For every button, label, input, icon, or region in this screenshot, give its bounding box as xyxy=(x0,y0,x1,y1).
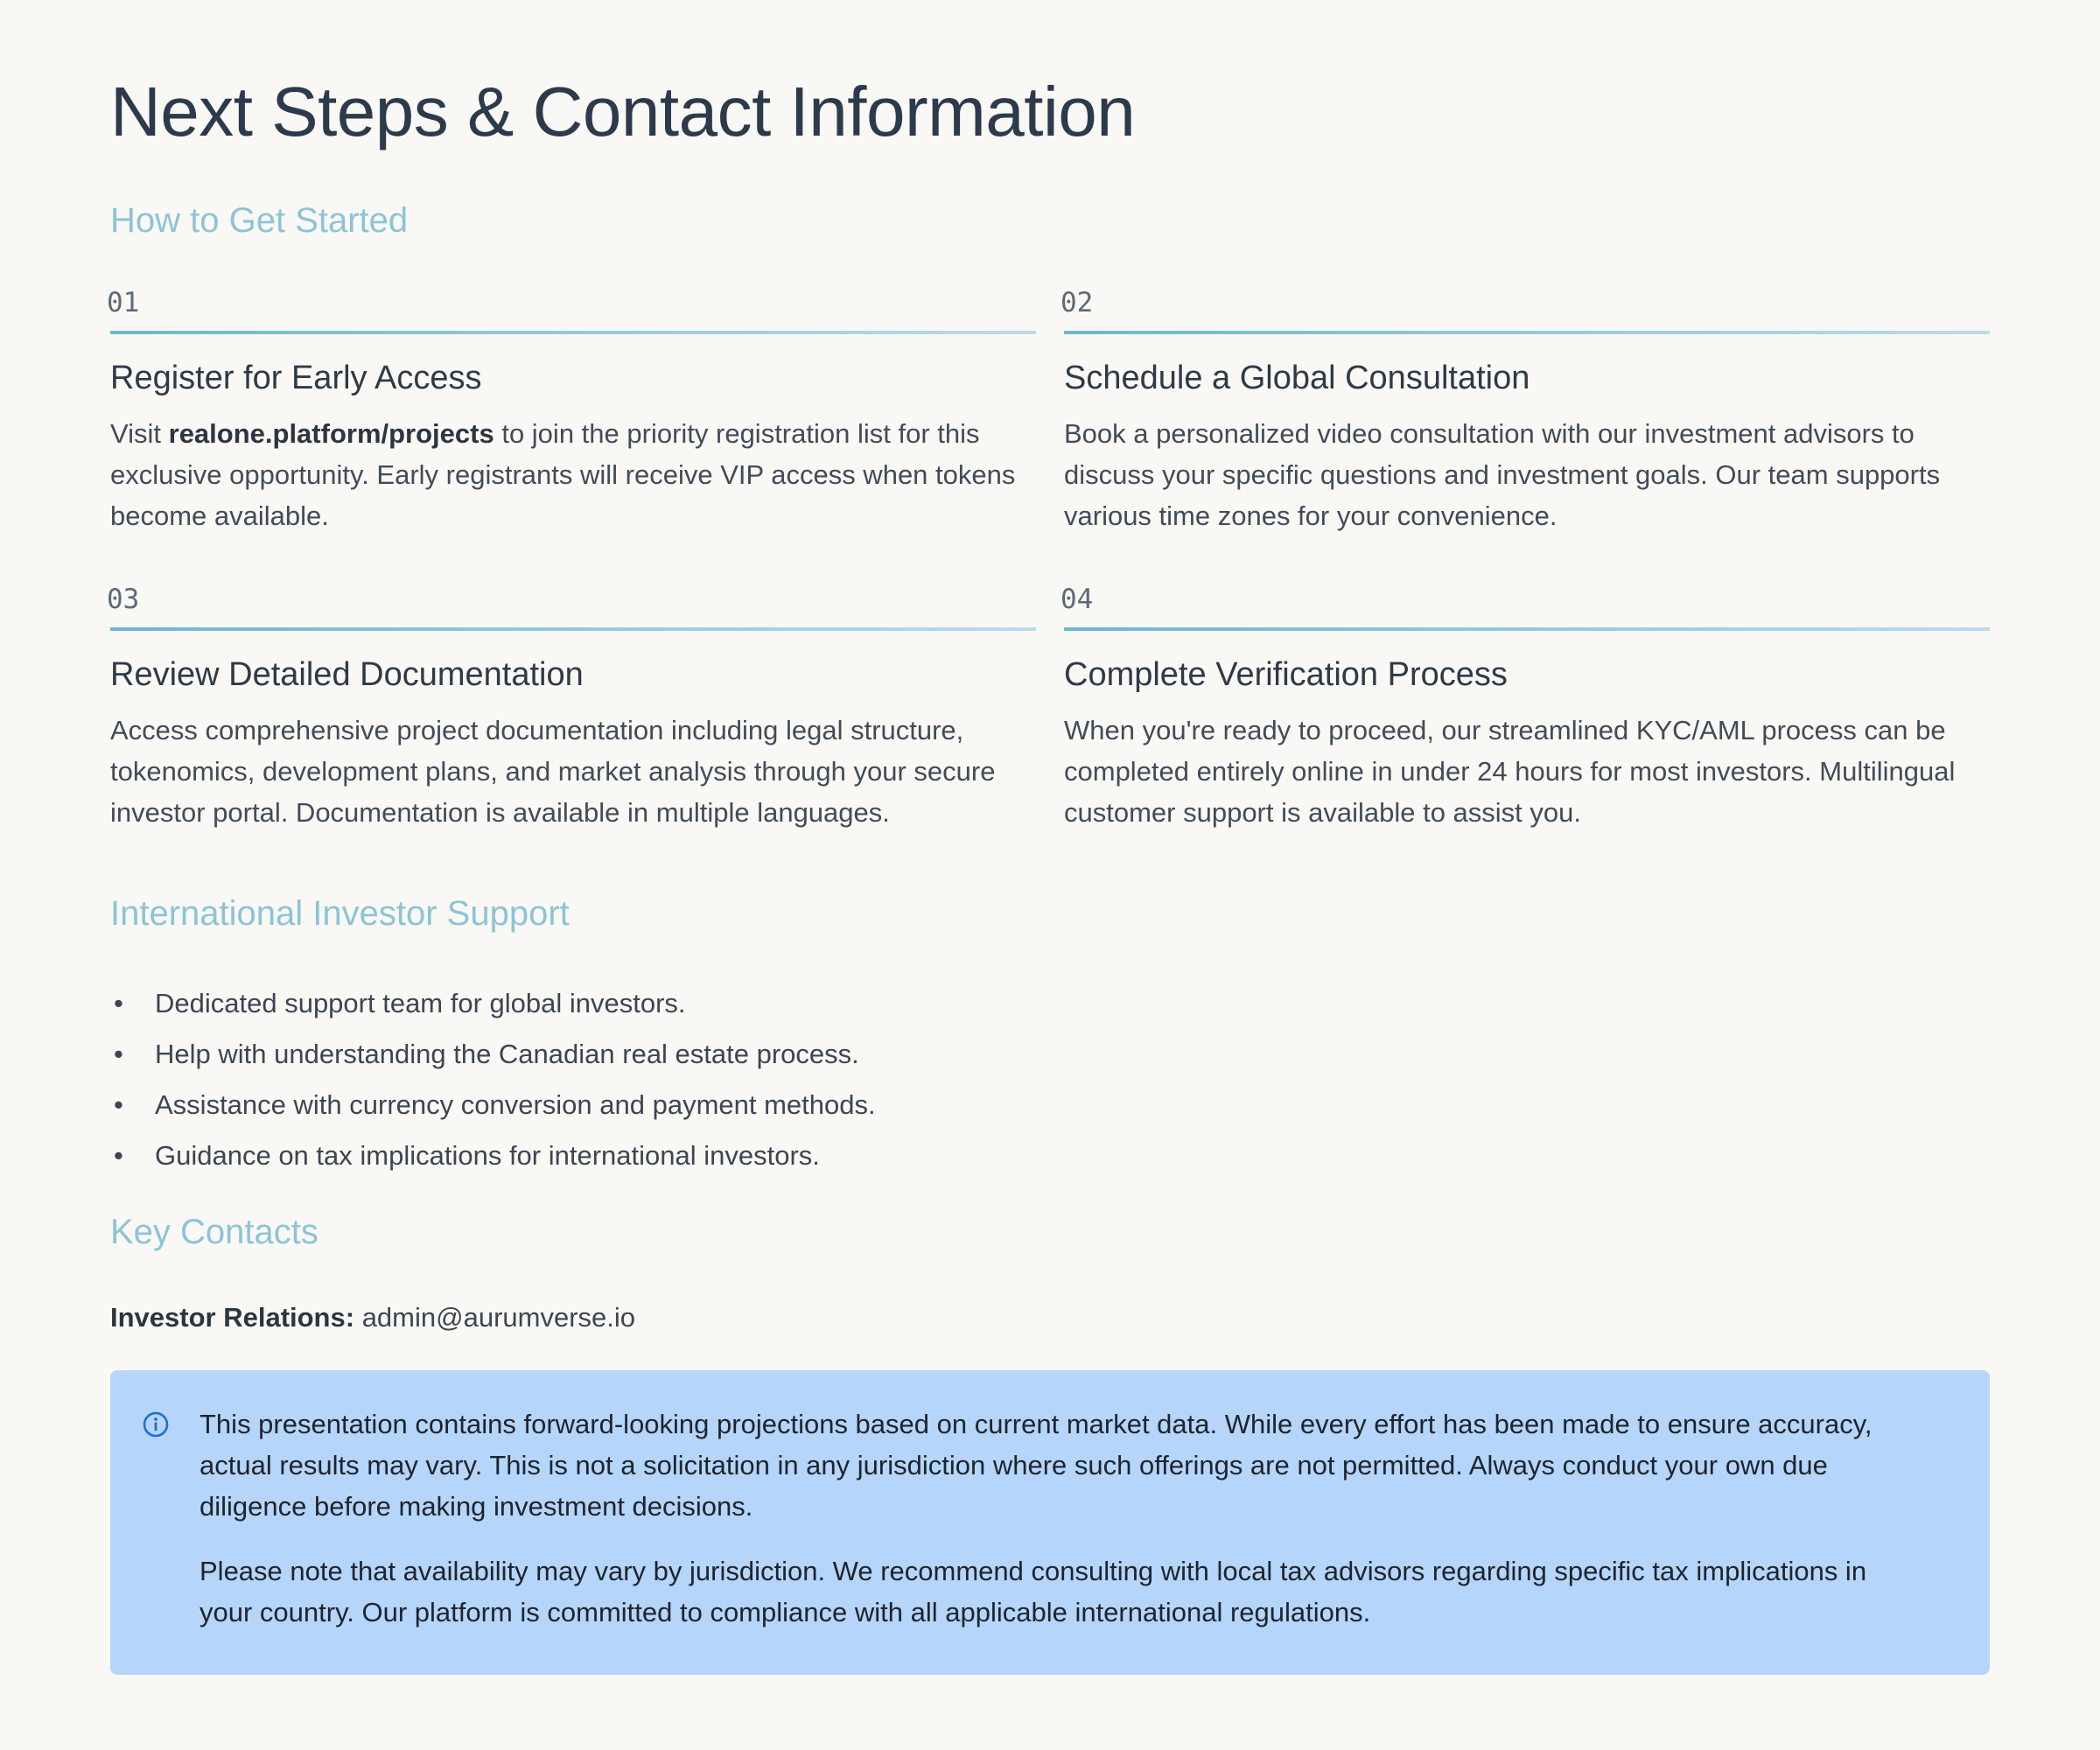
info-icon xyxy=(142,1410,170,1438)
step-title: Complete Verification Process xyxy=(1064,656,1508,693)
step-card xyxy=(1060,285,1990,536)
contacts-heading: Key Contacts xyxy=(110,1213,318,1251)
step-divider xyxy=(110,331,1036,334)
step-description xyxy=(110,413,1036,536)
step-card xyxy=(1060,582,1990,833)
list-item: • Assistance with currency conversion and payment methods. xyxy=(110,1080,876,1130)
step-card xyxy=(107,285,1036,536)
step-number: 02 xyxy=(1060,287,1094,318)
step-number: 01 xyxy=(107,287,140,318)
step-text-suffix: to join the priority registration list for this exclusive opportunity. Early registrants will receive VIP access when tokens become available. xyxy=(110,418,1016,531)
list-item: • Dedicated support team for global investors. xyxy=(110,978,876,1029)
support-list xyxy=(110,978,876,1181)
step-description: When you're ready to proceed, our streamlined KYC/AML process can be completed entirely online in under 24 hours for most investors. Multilingual customer support is available to assist you. xyxy=(1064,715,1956,828)
step-title: Schedule a Global Consultation xyxy=(1064,360,1530,396)
list-item: • Guidance on tax implications for international investors. xyxy=(110,1130,876,1181)
notice-paragraph: This presentation contains forward-looking projections based on current market data. While every effort has been made to ensure accuracy, actual results may vary. This is not a solicitation in any jurisdiction where such offerings are not permitted. Always conduct your own due diligence before making investment decisions. xyxy=(200,1409,1872,1522)
get-started-heading: How to Get Started xyxy=(110,201,409,240)
page-title: Next Steps & Contact Information xyxy=(110,73,1136,150)
step-divider xyxy=(110,627,1036,631)
step-card xyxy=(107,582,1036,833)
contact-line xyxy=(110,1298,635,1337)
step-text-prefix: Visit xyxy=(110,418,169,449)
step-title: Register for Early Access xyxy=(110,360,482,396)
step-divider xyxy=(1064,627,1990,631)
contact-label: Investor Relations: xyxy=(110,1302,355,1333)
contact-email[interactable]: admin@aurumverse.io xyxy=(361,1302,636,1333)
list-item: • Help with understanding the Canadian real estate process. xyxy=(110,1029,876,1080)
support-heading: International Investor Support xyxy=(110,894,570,933)
platform-link[interactable]: realone.platform/projects xyxy=(168,418,494,449)
step-divider xyxy=(1064,331,1990,334)
disclaimer-notice xyxy=(110,1370,1990,1675)
step-number: 03 xyxy=(107,584,140,615)
step-title: Review Detailed Documentation xyxy=(110,656,584,693)
step-number: 04 xyxy=(1060,584,1094,615)
step-description: Book a personalized video consultation with our investment advisors to discuss your specific questions and investment goals. Our team supports various time zones for your convenience. xyxy=(1064,418,1941,531)
step-description: Access comprehensive project documentation including legal structure, tokenomics, development plans, and market analysis through your secure investor portal. Documentation is available in multiple languages. xyxy=(110,715,996,828)
notice-paragraph: Please note that availability may vary by jurisdiction. We recommend consulting with local tax advisors regarding specific tax implications in your country. Our platform is committed to compliance with all applicable international regulations. xyxy=(200,1556,1867,1628)
